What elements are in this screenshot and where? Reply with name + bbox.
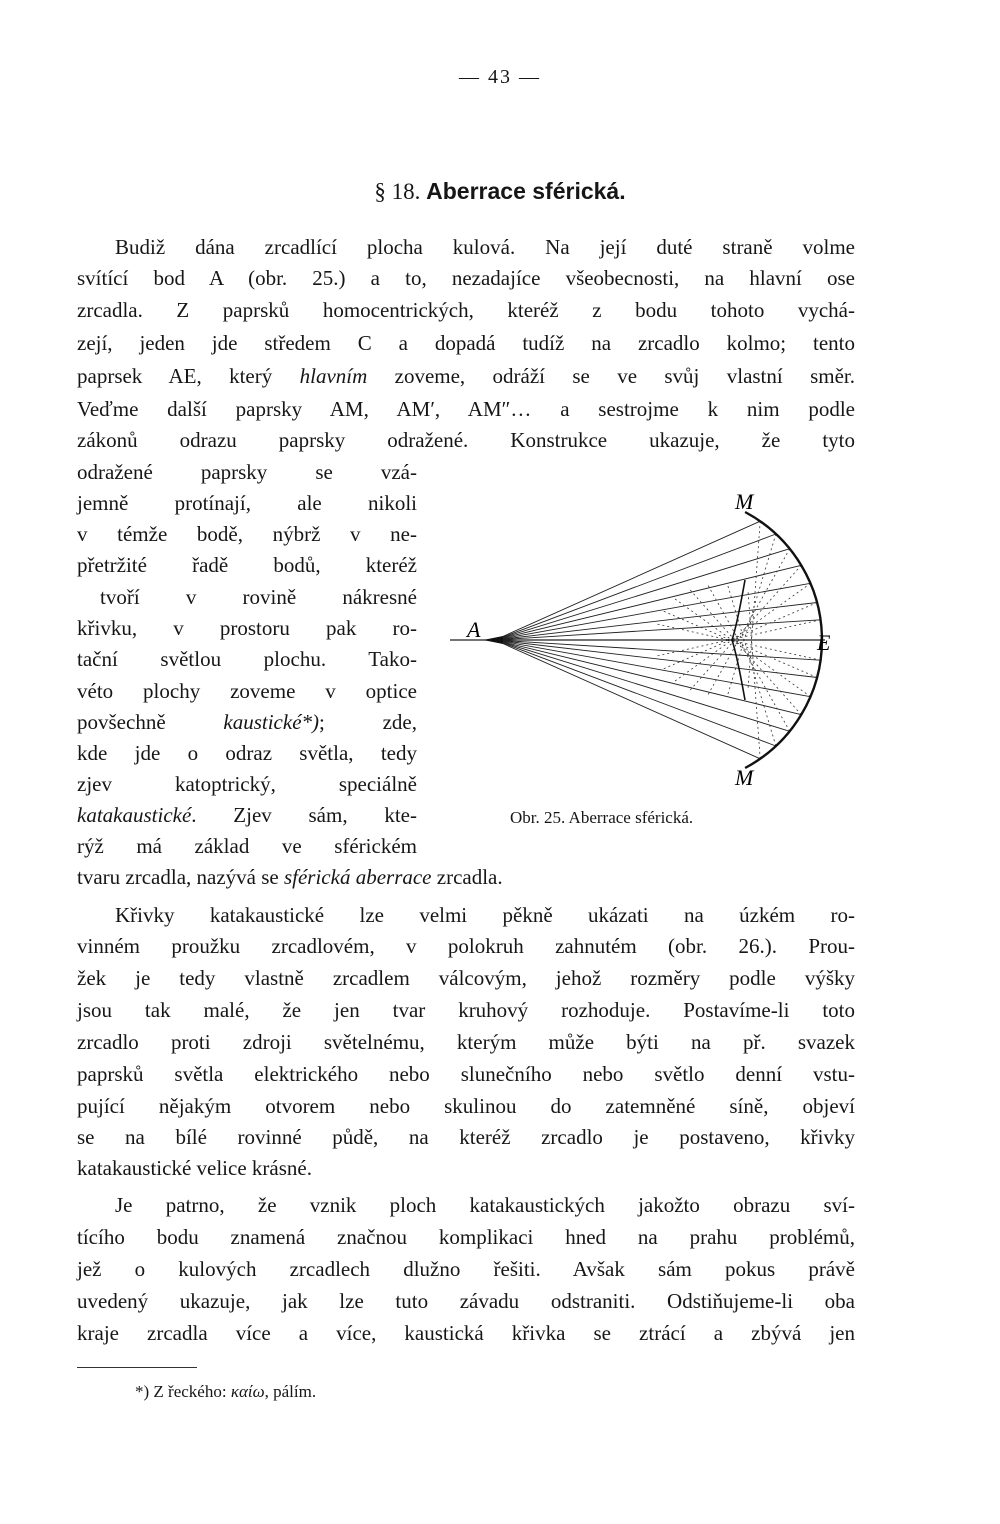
text-line: povšechně kaustické*); zde, xyxy=(77,710,417,734)
text-line: svítící bod A (obr. 25.) a to, nezadajíce všeobecnosti, na hlavní ose xyxy=(77,266,855,290)
incident-ray xyxy=(495,640,760,759)
text-line: odražené paprsky se vzá- xyxy=(77,460,417,484)
text-line: v témže bodě, nýbrž v ne- xyxy=(77,522,417,546)
text-line: Budiž dána zrcadlící plocha kulová. Na její duté straně volme xyxy=(115,235,855,259)
reflected-ray xyxy=(748,589,760,759)
text-line: uvedený ukazuje, jak lze tuto závadu odstraniti. Odstiňujeme-li oba xyxy=(77,1289,855,1313)
text-line: kde jde o odraz světla, tedy xyxy=(77,741,417,765)
incident-ray xyxy=(495,603,817,641)
text-line: zákonů odrazu paprsky odražené. Konstrukce ukazuje, že tyto xyxy=(77,428,855,452)
text-line: tvoří v rovině nákresné xyxy=(100,585,417,609)
text-line: vinném proužku zrcadlovém, v polokruh zahnutém (obr. 26.). Prou- xyxy=(77,934,855,958)
text-line: kraje zrcadla více a více, kaustická křivka se ztrácí a zbývá jen xyxy=(77,1321,855,1345)
text-line: véto plochy zoveme v optice xyxy=(77,679,417,703)
text-line: zejí, jeden jde středem C a dopadá tudíž na zrcadlo kolmo; tento xyxy=(77,331,855,355)
label-e: E xyxy=(817,630,831,655)
mirror-diagram xyxy=(445,485,865,805)
text-line: rýž má základ ve sférickém xyxy=(77,834,417,858)
text-line: Křivky katakaustické lze velmi pěkně ukázati na úzkém ro- xyxy=(115,903,855,927)
text-line: zjev katoptrický, speciálně xyxy=(77,772,417,796)
text-line: katakaustické velice krásné. xyxy=(77,1156,312,1180)
page-number: — 43 — xyxy=(459,66,541,88)
section-number: § 18. xyxy=(374,179,421,204)
figure-caption: Obr. 25. Aberrace sférická. xyxy=(510,808,694,827)
section-heading xyxy=(0,178,1000,205)
text-line: Veďme další paprsky AM, AM′, AM″… a sestrojme k nim podle xyxy=(77,397,855,421)
reflected-ray xyxy=(727,534,776,697)
text-line: Je patrno, že vznik ploch katakaustických jakožto obrazu sví- xyxy=(115,1193,855,1217)
text-line: paprsek AE, který hlavním zoveme, odráží se ve svůj vlastní směr. xyxy=(77,364,855,388)
text-line: zrcadla. Z paprsků homocentrických, kteréž z bodu tohoto vychá- xyxy=(77,298,855,322)
text-line: křivku, v prostoru pak ro- xyxy=(77,616,417,640)
incident-ray xyxy=(495,640,811,697)
text-line: zrcadlo proti zdroji světelnému, kterým může býti na př. svazek xyxy=(77,1030,855,1054)
incident-ray xyxy=(495,521,760,640)
incident-ray xyxy=(495,640,821,660)
text-line: žek je tedy vlastně zrcadlem válcovým, jehož rozměry podle výšky xyxy=(77,966,855,990)
label-m-top: M xyxy=(735,489,754,514)
incident-ray xyxy=(495,640,817,678)
source-point-a xyxy=(483,636,503,644)
section-title: Aberrace sférická. xyxy=(426,178,626,204)
footnote-divider xyxy=(77,1367,197,1368)
label-a: A xyxy=(467,617,481,642)
text-line: tační světlou plochu. Tako- xyxy=(77,647,417,671)
incident-ray xyxy=(495,620,821,640)
text-line: paprsků světla elektrického nebo slunečního nebo světlo denní vstu- xyxy=(77,1062,855,1086)
text-line: jež o kulových zrcadlech dlužno řešiti. Avšak sám pokus právě xyxy=(77,1257,855,1281)
label-m-bottom: M xyxy=(735,765,754,790)
incident-ray xyxy=(495,549,790,640)
text-line: jsou tak malé, že jen tvar kruhový rozhoduje. Postavíme-li toto xyxy=(77,998,855,1022)
text-line: přetržité řadě bodů, kteréž xyxy=(77,553,417,577)
incident-ray xyxy=(495,640,790,731)
incident-ray xyxy=(495,583,811,640)
reflected-ray xyxy=(727,583,776,746)
text-line: tvaru zrcadla, nazývá se sférická aberrace zrcadla. xyxy=(77,865,503,889)
text-line: jemně protínají, ale nikoli xyxy=(77,491,417,515)
text-line: pující nějakým otvorem nebo skulinou do zatemněné síně, objeví xyxy=(77,1094,855,1118)
text-line: katakaustické. Zjev sám, kte- xyxy=(77,803,417,827)
text-line: se na bílé rovinné půdě, na kteréž zrcadlo je postaveno, křivky xyxy=(77,1125,855,1149)
text-line: tícího bodu znamená značnou komplikaci hned na prahu problémů, xyxy=(77,1225,855,1249)
footnote: *) Z řeckého: καίω, pálím. xyxy=(135,1382,317,1401)
figure-spherical-aberration xyxy=(445,485,865,805)
